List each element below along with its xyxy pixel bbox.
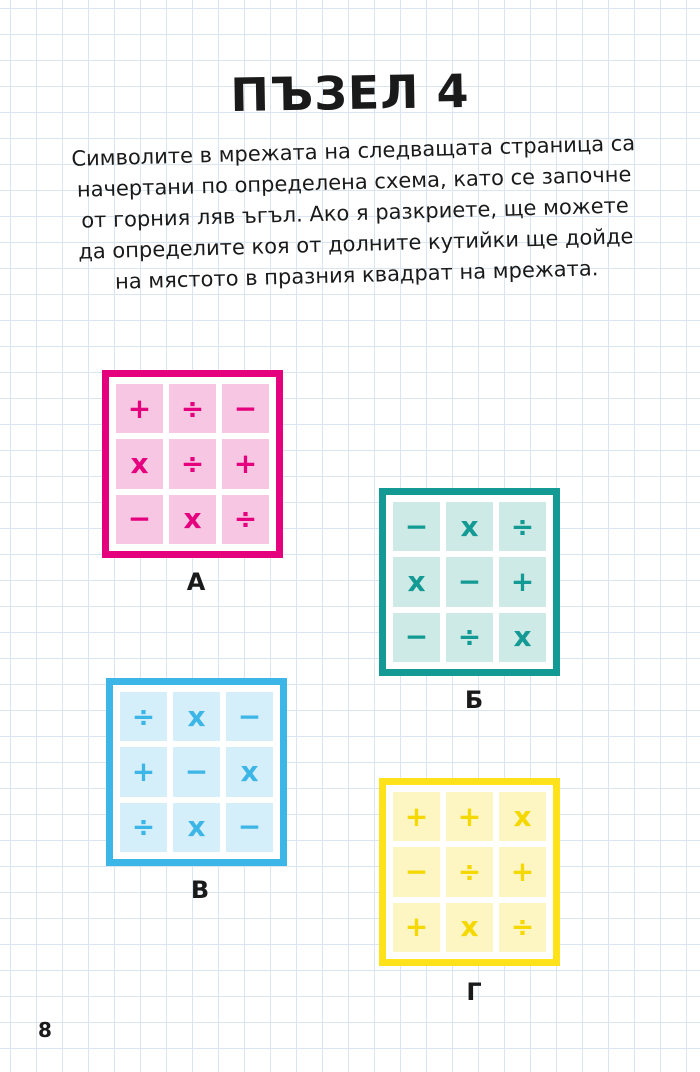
option-label-a: А <box>186 568 206 596</box>
symbol-cell: ÷ <box>499 903 546 952</box>
symbol-cell: − <box>116 495 163 544</box>
symbol-cell: + <box>499 557 546 606</box>
symbol-cell: ÷ <box>446 613 493 662</box>
symbol-cell: − <box>393 613 440 662</box>
symbol-cell: + <box>393 903 440 952</box>
symbol-cell: − <box>446 557 493 606</box>
symbol-cell: + <box>222 439 269 488</box>
puzzle-instructions <box>68 128 642 299</box>
option-box-d[interactable] <box>379 778 560 966</box>
symbol-cell: x <box>446 502 493 551</box>
symbol-cell: − <box>222 384 269 433</box>
symbol-cell: + <box>446 792 493 841</box>
symbol-cell: x <box>173 803 220 852</box>
page-title: ПЪЗЕЛ 4 <box>230 63 470 123</box>
symbol-cell: ÷ <box>169 439 216 488</box>
symbol-cell: x <box>116 439 163 488</box>
instruction-line: начертани по определена схема, като се започне <box>76 162 632 202</box>
symbol-cell: − <box>226 803 273 852</box>
symbol-cell: − <box>393 847 440 896</box>
symbol-cell: ÷ <box>120 803 167 852</box>
symbol-cell: + <box>499 847 546 896</box>
symbol-cell: − <box>173 747 220 796</box>
symbol-cell: x <box>226 747 273 796</box>
symbol-cell: ÷ <box>120 692 167 741</box>
option-label-c: В <box>190 876 210 904</box>
page-number: 8 <box>38 1018 52 1042</box>
instruction-line: да определите коя от долните кутийки ще дойде <box>77 224 634 264</box>
symbol-cell: x <box>173 692 220 741</box>
instruction-line: Символите в мрежата на следващата страница са <box>71 131 636 171</box>
symbol-cell: x <box>446 903 493 952</box>
symbol-cell: + <box>393 792 440 841</box>
instruction-line: от горния ляв ъгъл. Ако я разкриете, ще можете <box>80 193 630 233</box>
symbol-cell: + <box>120 747 167 796</box>
option-box-c[interactable] <box>106 678 287 866</box>
symbol-cell: ÷ <box>499 502 546 551</box>
symbol-cell: x <box>499 613 546 662</box>
symbol-cell: x <box>393 557 440 606</box>
symbol-cell: + <box>116 384 163 433</box>
symbol-cell: ÷ <box>222 495 269 544</box>
option-label-d: Г <box>466 978 482 1006</box>
symbol-cell: x <box>499 792 546 841</box>
symbol-cell: x <box>169 495 216 544</box>
symbol-cell: − <box>393 502 440 551</box>
instruction-line: на мястото в празния квадрат на мрежата. <box>114 256 599 294</box>
option-box-a[interactable] <box>102 370 283 558</box>
symbol-cell: − <box>226 692 273 741</box>
symbol-cell: ÷ <box>446 847 493 896</box>
option-label-b: Б <box>464 686 484 714</box>
option-box-b[interactable] <box>379 488 560 676</box>
symbol-cell: ÷ <box>169 384 216 433</box>
